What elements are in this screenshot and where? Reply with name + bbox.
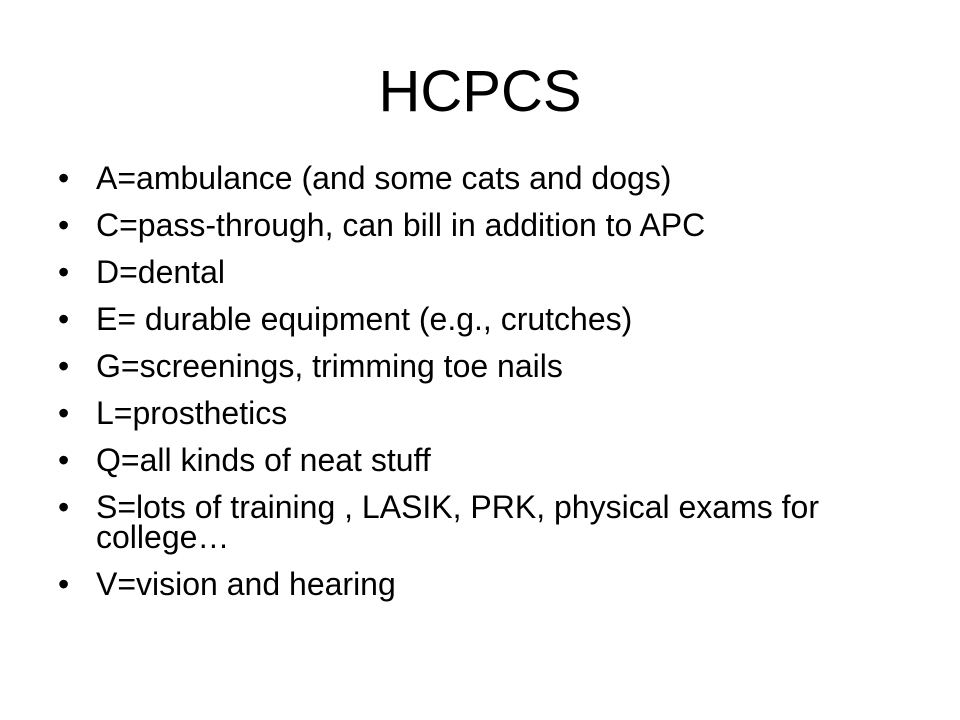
bullet-item-q bbox=[58, 442, 908, 478]
bullet-glyph: • bbox=[58, 442, 70, 478]
bullet-glyph: • bbox=[58, 489, 70, 525]
bullet-glyph: • bbox=[58, 160, 70, 196]
bullet-list bbox=[58, 160, 908, 616]
bullet-text: L=prosthetics bbox=[96, 395, 288, 431]
bullet-item-l bbox=[58, 395, 908, 431]
bullet-glyph: • bbox=[58, 566, 70, 602]
bullet-text: V=vision and hearing bbox=[96, 566, 396, 602]
bullet-item-d bbox=[58, 254, 908, 290]
bullet-glyph: • bbox=[58, 348, 70, 384]
bullet-item-v bbox=[58, 566, 908, 602]
bullet-text: S=lots of training , LASIK, PRK, physical exams for college… bbox=[96, 489, 819, 555]
bullet-text: G=screenings, trimming toe nails bbox=[96, 348, 563, 384]
bullet-text: D=dental bbox=[96, 254, 225, 290]
bullet-text: A=ambulance (and some cats and dogs) bbox=[96, 160, 672, 196]
bullet-glyph: • bbox=[58, 254, 70, 290]
bullet-text: Q=all kinds of neat stuff bbox=[96, 442, 431, 478]
bullet-item-e bbox=[58, 301, 908, 337]
bullet-item-g bbox=[58, 348, 908, 384]
bullet-glyph: • bbox=[58, 395, 70, 431]
bullet-text: E= durable equipment (e.g., crutches) bbox=[96, 301, 633, 337]
bullet-glyph: • bbox=[58, 207, 70, 243]
bullet-item-a bbox=[58, 160, 908, 196]
bullet-item-c bbox=[58, 207, 908, 243]
bullet-text: C=pass-through, can bill in addition to APC bbox=[96, 207, 706, 243]
bullet-item-s bbox=[58, 489, 908, 555]
slide-title: HCPCS bbox=[378, 59, 582, 124]
bullet-glyph: • bbox=[58, 301, 70, 337]
